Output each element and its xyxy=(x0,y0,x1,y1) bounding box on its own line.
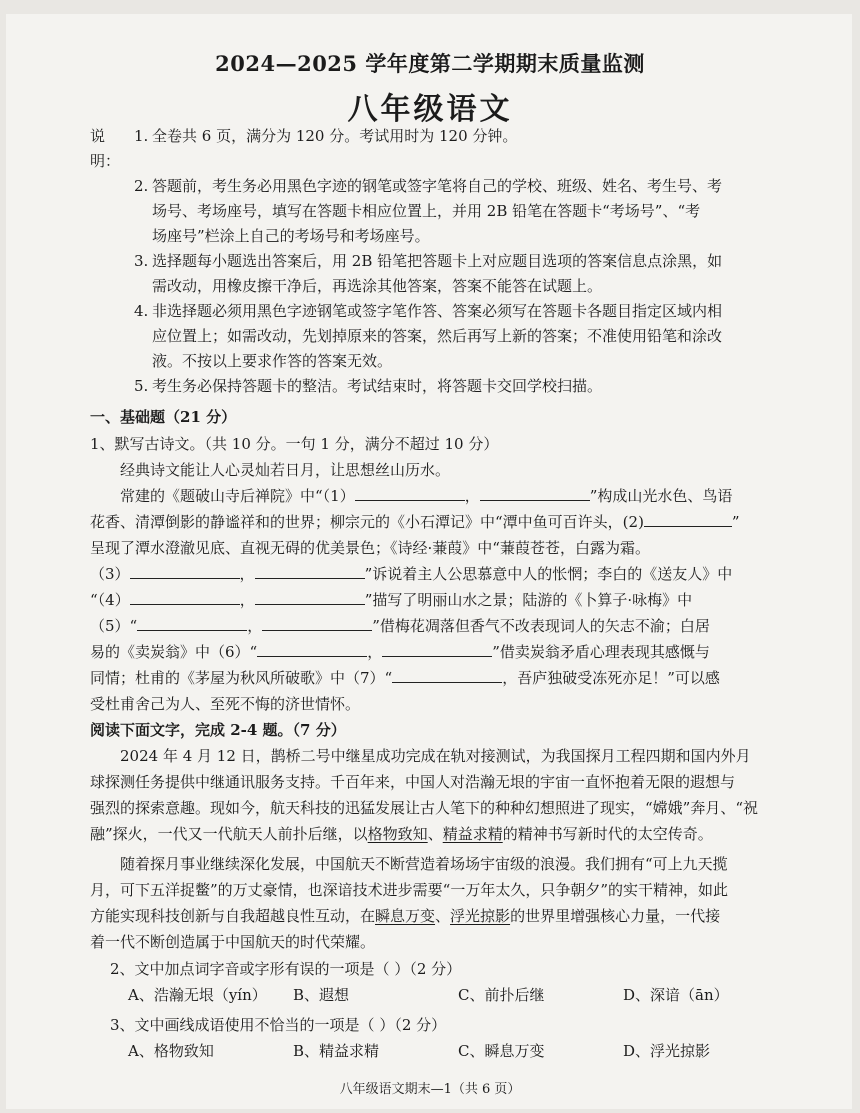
q1-line: 常建的《题破山寺后禅院》中“（1） ， ”构成山光水色、鸟语 xyxy=(120,487,733,505)
q2-options xyxy=(128,984,788,1005)
q2-option-a[interactable]: A、浩瀚无垠（yín） xyxy=(128,986,267,1004)
reading-line: 方能实现科技创新与自我超越良性互动，在瞬息万变、浮光掠影的世界里增强核心力量，一代接 xyxy=(90,907,721,925)
underlined-idiom: 格物致知 xyxy=(367,825,428,843)
answer-blank-4a[interactable] xyxy=(130,589,240,605)
q1-line: 花香、清潭倒影的静谧祥和的世界；柳宗元的《小石潭记》中“潭中鱼可百许头，(2) ” xyxy=(90,513,740,531)
exam-title: 2024—2025 学年度第二学期期末质量监测 xyxy=(215,51,645,76)
q2-option-d[interactable]: D、深谙（ān） xyxy=(623,986,729,1004)
q1-line: 受杜甫舍己为人、至死不悔的济世情怀。 xyxy=(90,695,361,713)
q3-options xyxy=(128,1040,788,1061)
q1-title: 1、默写古诗文。（共 10 分。一句 1 分，满分不超过 10 分） xyxy=(90,435,499,453)
q3-option-b[interactable]: B、精益求精 xyxy=(293,1042,380,1060)
answer-blank-2[interactable] xyxy=(644,511,732,527)
q3-option-d[interactable]: D、浮光掠影 xyxy=(623,1042,711,1060)
q1-line: 呈现了潭水澄澈见底、直视无碍的优美景色；《诗经·蒹葭》中“蒹葭苍苍，白露为霜。 xyxy=(90,539,650,557)
answer-blank-1a[interactable] xyxy=(355,485,465,501)
instruction-item: 4. 非选择题必须用黑色字迹钢笔或签字笔作答、答案必须写在答题卡各题目指定区域内相 应位置上；如需改动，先划掉原来的答案，然后再写上新的答案；不准使用铅笔和涂改 液。不按以上要求作答的答案无效。 xyxy=(134,302,723,370)
reading-line: 月，可下五洋捉鳖”的万丈豪情，也深谙技术进步需要“一万年太久，只争朝夕”的实干精神，如此 xyxy=(90,881,729,899)
q3-option-c[interactable]: C、瞬息万变 xyxy=(458,1042,545,1060)
q3-option-a[interactable]: A、格物致知 xyxy=(128,1042,214,1060)
answer-blank-7a[interactable] xyxy=(392,667,502,683)
q1-line: （3） ， ”诉说着主人公思慕意中人的怅惘；李白的《送友人》中 xyxy=(90,565,733,583)
q1-line: 易的《卖炭翁》中（6）“ ， ”借卖炭翁矛盾心理表现其感慨与 xyxy=(90,643,710,661)
answer-blank-6b[interactable] xyxy=(382,641,492,657)
reading-line: 着一代不断创造属于中国航天的时代荣耀。 xyxy=(90,933,376,951)
instructions-label: 说明： xyxy=(90,127,121,170)
underlined-idiom: 浮光掠影 xyxy=(450,907,511,925)
reading-line: 球探测任务提供中继通讯服务支持。千百年来，中国人对浩瀚无垠的宇宙一直怀抱着无限的遐想与 xyxy=(90,773,736,791)
instruction-item: 2. 答题前，考生务必用黑色字迹的钢笔或签字笔将自己的学校、班级、姓名、考生号、考 场号、考场座号，填写在答题卡相应位置上，并用 2B 铅笔在答题卡“考场号”、“考 场座号”栏涂上自己的考场号和考场座号。 xyxy=(134,177,723,245)
q1-line: 经典诗文能让人心灵灿若日月，让思想丝山历水。 xyxy=(120,461,451,479)
exam-subtitle: 八年级语文 xyxy=(347,92,513,127)
instruction-item: 3. 选择题每小题选出答案后，用 2B 铅笔把答题卡上对应题目选项的答案信息点涂黑，如 需改动，用橡皮擦干净后，再选涂其他答案，答案不能答在试题上。 xyxy=(134,252,723,295)
reading-line: 融”探火，一代又一代航天人前扑后继，以格物致知、精益求精的精神书写新时代的太空传奇。 xyxy=(90,825,713,843)
q2-option-c[interactable]: C、前扑后继 xyxy=(458,986,545,1004)
q1-line: “（4） ， ”描写了明丽山水之景；陆游的《卜算子·咏梅》中 xyxy=(90,591,693,609)
reading-line: 2024 年 4 月 12 日，鹊桥二号中继星成功完成在轨对接测试，为我国探月工程四期和国内外月 xyxy=(120,747,751,765)
reading-line: 随着探月事业继续深化发展，中国航天不断营造着场场宇宙级的浪漫。我们拥有“可上九天揽 xyxy=(120,855,728,873)
underlined-idiom: 瞬息万变 xyxy=(375,907,436,925)
reading-heading: 阅读下面文字，完成 2-4 题。（7 分） xyxy=(90,721,346,739)
answer-blank-3a[interactable] xyxy=(130,563,240,579)
answer-blank-5b[interactable] xyxy=(262,615,372,631)
answer-blank-4b[interactable] xyxy=(255,589,365,605)
answer-blank-6a[interactable] xyxy=(257,641,367,657)
section1-heading: 一、基础题（21 分） xyxy=(90,408,237,426)
answer-blank-1b[interactable] xyxy=(480,485,590,501)
answer-blank-3b[interactable] xyxy=(255,563,365,579)
q2-option-b[interactable]: B、遐想 xyxy=(293,986,350,1004)
page-footer: 八年级语文期末—1（共 6 页） xyxy=(339,1082,521,1097)
q3-stem: 3、文中画线成语使用不恰当的一项是（ ）（2 分） xyxy=(110,1016,447,1034)
underlined-idiom: 精益求精 xyxy=(442,825,503,843)
answer-blank-5a[interactable] xyxy=(137,615,247,631)
instructions xyxy=(90,124,790,399)
q1-line: （5）“ ， ”借梅花凋落但香气不改表现词人的矢志不渝；白居 xyxy=(90,617,710,635)
q1-line: 同情；杜甫的《茅屋为秋风所破歌》中（7）“ ，吾庐独破受冻死亦足！”可以感 xyxy=(90,669,720,687)
instruction-item: 5. 考生务必保持答题卡的整洁。考试结束时，将答题卡交回学校扫描。 xyxy=(134,377,603,395)
q2-stem: 2、文中加点词字音或字形有误的一项是（ ）（2 分） xyxy=(110,960,462,978)
instruction-item: 说明： 1. 全卷共 6 页，满分为 120 分。考试用时为 120 分钟。 xyxy=(90,124,790,174)
reading-line: 强烈的探索意趣。现如今，航天科技的迅猛发展让古人笔下的种种幻想照进了现实，“嫦娥”奔月、“祝 xyxy=(90,799,759,817)
